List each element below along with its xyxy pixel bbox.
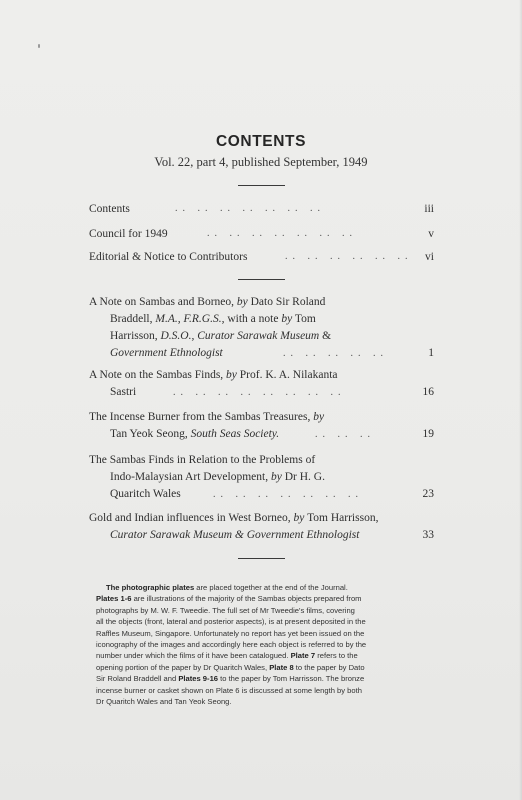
by-text: by xyxy=(281,313,293,325)
article-author: Tom Harrisson, xyxy=(304,512,379,524)
paper-speck xyxy=(38,44,40,48)
note-bold: The photographic plates xyxy=(106,583,195,592)
article-text: Indo-Malaysian Art Development, xyxy=(110,471,271,483)
article-italic: South Seas Society. xyxy=(190,428,280,440)
toc-page-number: vi xyxy=(425,251,434,263)
note-text: are placed together at the end of the Journal. xyxy=(194,583,348,592)
article-text: Braddell, xyxy=(110,313,156,325)
leader-dots: .. .. .. .. .. .. xyxy=(285,251,413,262)
article-italic: Government Ethnologist xyxy=(110,347,223,359)
plates-note xyxy=(96,582,441,707)
divider-rule xyxy=(238,185,285,186)
leader-dots: .. .. .. .. .. .. .. xyxy=(175,203,325,214)
article-author: Prof. K. A. Nilakanta xyxy=(236,369,338,381)
article-page-number: 33 xyxy=(422,529,434,541)
article-text: Dr H. G. xyxy=(281,471,325,483)
note-bold: Plate 8 xyxy=(269,662,294,672)
note-bold: Plates 1-6 xyxy=(96,594,132,604)
toc-page-number: v xyxy=(428,228,434,240)
article-title: A Note on Sambas and Borneo, xyxy=(89,296,237,308)
by-text: by xyxy=(313,411,325,423)
article-author: Dato Sir Roland xyxy=(247,296,326,308)
note-text: Sir Roland Braddell and xyxy=(96,674,179,684)
leader-dots: .. .. .. .. .. xyxy=(283,348,388,359)
divider-rule xyxy=(238,558,285,559)
by-text: by xyxy=(226,369,237,381)
toc-article xyxy=(89,367,434,401)
note-text: Raffles Museum, Singapore. Unfortunately no report has yet been issued on the xyxy=(96,628,365,638)
toc-article xyxy=(89,452,434,503)
article-text: with a note xyxy=(224,313,282,325)
article-title: The Incense Burner from the Sambas Treasures, xyxy=(89,411,314,423)
note-text: refers to the xyxy=(315,651,358,661)
toc-article xyxy=(89,510,434,544)
article-text: Harrisson, xyxy=(110,330,161,342)
note-text: to the paper by Tom Harrisson. The bronze xyxy=(218,674,365,684)
leader-dots: .. .. .. xyxy=(315,429,375,440)
note-text: photographs by M. W. F. Tweedie. The full set of Mr Tweedie's films, covering xyxy=(96,605,355,615)
article-title: Gold and Indian influences in West Borneo, xyxy=(89,512,294,524)
page-title: CONTENTS xyxy=(215,133,307,150)
leader-dots: .. .. .. .. .. .. .. xyxy=(207,228,357,239)
article-text: Tan Yeok Seong, xyxy=(110,428,191,440)
divider-rule xyxy=(238,279,285,280)
article-text: Quaritch Wales xyxy=(110,488,181,500)
article-text: Sastri xyxy=(110,386,137,398)
toc-page-number: iii xyxy=(424,203,434,215)
note-text: all the objects (front, lateral and posterior aspects), is at present deposited in the xyxy=(96,617,366,627)
note-text: are illustrations of the majority of the Sambas objects prepared from xyxy=(131,594,362,604)
note-text: incense burner or casket shown on Plate 6 is discussed at some length by both xyxy=(96,685,362,695)
article-title: The Sambas Finds in Relation to the Problems of xyxy=(89,454,316,466)
article-page-number: 1 xyxy=(428,347,434,359)
article-page-number: 16 xyxy=(422,386,434,398)
toc-article xyxy=(89,409,434,443)
note-text: opening portion of the paper by Dr Quaritch Wales, xyxy=(96,662,270,672)
note-text: iconography of the images and accordingly here each object is referred to by the xyxy=(96,639,367,649)
leader-dots: .. .. .. .. .. .. .. xyxy=(213,489,363,500)
by-text: by xyxy=(270,471,282,483)
note-bold: Plates 9-16 xyxy=(178,674,219,684)
note-text: to the paper by Dato xyxy=(293,662,365,672)
toc-label: Editorial & Notice to Contributors xyxy=(89,251,248,263)
volume-line: Vol. 22, part 4, published September, 1949 xyxy=(154,155,368,169)
article-page-number: 19 xyxy=(422,428,434,440)
note-text: number under which the films of it have been catalogued. xyxy=(96,651,291,661)
toc-article xyxy=(89,294,434,362)
toc-label: Council for 1949 xyxy=(89,228,168,240)
article-italic: Curator Sarawak Museum & Government Ethnologist xyxy=(110,529,360,541)
toc-label: Contents xyxy=(89,203,130,215)
by-text: by xyxy=(293,512,305,524)
article-text: Tom xyxy=(292,313,316,325)
note-bold: Plate 7 xyxy=(290,651,316,661)
article-italic: M.A., F.R.G.S., xyxy=(155,313,225,325)
article-page-number: 23 xyxy=(422,488,434,500)
article-text: & xyxy=(319,330,332,342)
article-italic: D.S.O., Curator Sarawak Museum xyxy=(160,330,320,342)
article-title: A Note on the Sambas Finds, xyxy=(89,369,227,381)
leader-dots: .. .. .. .. .. .. .. .. xyxy=(173,387,346,398)
note-text: Dr Quaritch Wales and Tan Yeok Seong. xyxy=(96,696,232,706)
by-text: by xyxy=(236,296,248,308)
